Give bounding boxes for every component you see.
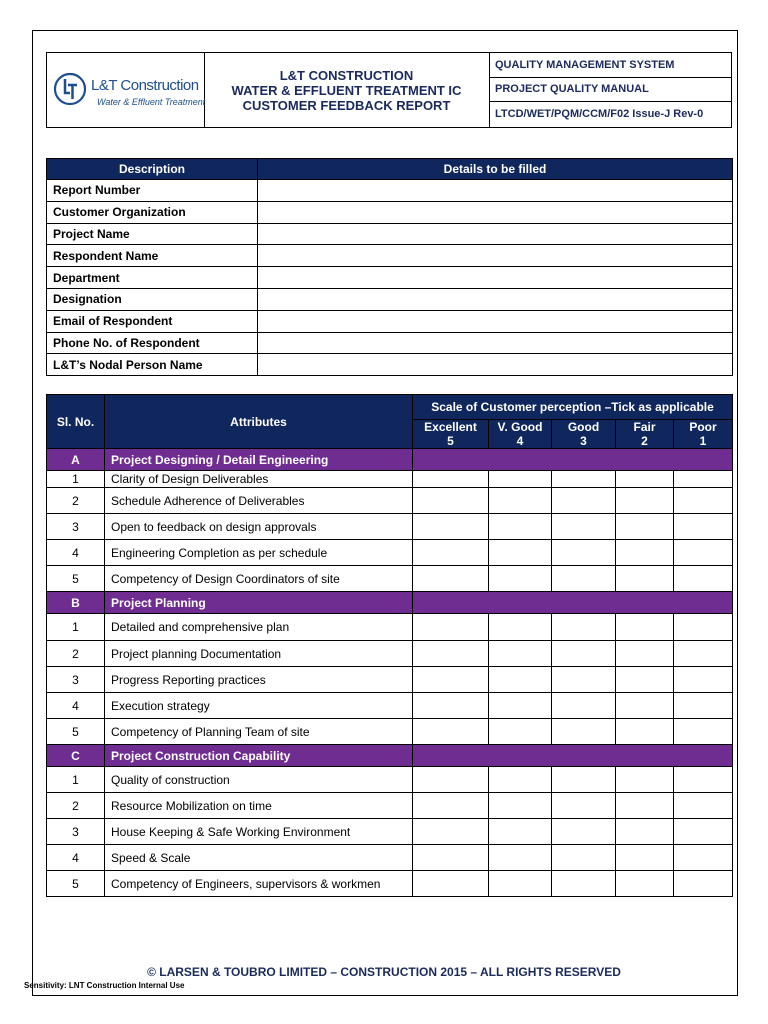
scale-value: 2 [641,434,648,448]
section-header-row [47,745,733,767]
attribute-number: 1 [47,767,105,793]
rating-tick-cell[interactable] [489,488,552,514]
details-value-field[interactable] [258,201,733,223]
title-line: L&T CONSTRUCTION [279,67,414,83]
attribute-row [47,514,733,540]
rating-tick-cell[interactable] [616,641,674,667]
attribute-row [47,845,733,871]
rating-tick-cell[interactable] [489,514,552,540]
rating-tick-cell[interactable] [616,614,674,641]
attribute-text: Engineering Completion as per schedule [105,540,413,566]
rating-tick-cell[interactable] [616,719,674,745]
details-value-field[interactable] [258,288,733,310]
details-value-field[interactable] [258,354,733,376]
details-value-field[interactable] [258,310,733,332]
attribute-text: Resource Mobilization on time [105,793,413,819]
rating-tick-cell[interactable] [616,793,674,819]
attribute-text: Detailed and comprehensive plan [105,614,413,641]
rating-tick-cell[interactable] [616,667,674,693]
scale-label: Excellent [424,420,477,434]
lt-logo-icon [53,71,87,107]
rating-tick-cell[interactable] [616,693,674,719]
rating-tick-cell[interactable] [413,693,489,719]
details-header-fill: Details to be filled [258,159,733,180]
rating-tick-cell[interactable] [413,719,489,745]
attribute-number: 2 [47,488,105,514]
rating-tick-cell[interactable] [552,514,616,540]
scale-label: Poor [689,420,717,434]
attribute-row [47,767,733,793]
document-meta [489,53,731,127]
rating-tick-cell[interactable] [674,471,733,488]
rating-tick-cell[interactable] [552,871,616,897]
attribute-row [47,793,733,819]
sensitivity-label: Sensitivity: LNT Construction Internal Use [24,981,185,990]
rating-tick-cell[interactable] [616,819,674,845]
details-header-description: Description [47,159,258,180]
details-label: L&T’s Nodal Person Name [47,354,258,376]
attribute-number: 5 [47,871,105,897]
meta-doc-code: LTCD/WET/PQM/CCM/F02 Issue-J Rev-0 [495,108,704,121]
logo-name: L&T Construction [91,77,199,94]
attribute-number: 3 [47,667,105,693]
section-title: Project Planning [105,592,413,614]
attribute-text: Quality of construction [105,767,413,793]
scale-label: Good [567,420,600,434]
rating-tick-cell[interactable] [489,540,552,566]
attribute-row [47,819,733,845]
rating-tick-cell[interactable] [674,767,733,793]
rating-tick-cell[interactable] [413,641,489,667]
rating-tick-cell[interactable] [489,793,552,819]
rating-tick-cell[interactable] [489,471,552,488]
details-label: Phone No. of Respondent [47,332,258,354]
section-title: Project Designing / Detail Engineering [105,449,413,471]
scale-option-header [616,420,674,449]
section-id: B [47,592,105,614]
rating-tick-cell[interactable] [674,514,733,540]
details-row [47,201,733,223]
rating-tick-cell[interactable] [413,540,489,566]
scale-value: 5 [447,434,454,448]
scale-option-header [552,420,616,449]
rating-tick-cell[interactable] [674,540,733,566]
attribute-number: 5 [47,719,105,745]
rating-tick-cell[interactable] [616,566,674,592]
scale-option-header [413,420,489,449]
attribute-row [47,614,733,641]
attribute-row [47,488,733,514]
rating-tick-cell[interactable] [674,693,733,719]
scale-value: 1 [699,434,707,448]
rating-tick-cell[interactable] [616,540,674,566]
details-row [47,310,733,332]
rating-tick-cell[interactable] [413,845,489,871]
rating-tick-cell[interactable] [489,871,552,897]
details-label: Designation [47,288,258,310]
details-label: Department [47,267,258,289]
rating-tick-cell[interactable] [413,871,489,897]
details-row [47,223,733,245]
attribute-text: Competency of Planning Team of site [105,719,413,745]
attribute-row [47,540,733,566]
rating-tick-cell[interactable] [674,719,733,745]
attribute-number: 2 [47,641,105,667]
attribute-text: Clarity of Design Deliverables [105,471,413,488]
details-table [46,158,733,376]
rating-tick-cell[interactable] [489,614,552,641]
attribute-number: 5 [47,566,105,592]
rating-tick-cell[interactable] [616,845,674,871]
rating-tick-cell[interactable] [413,819,489,845]
rating-tick-cell[interactable] [413,488,489,514]
attribute-row [47,566,733,592]
rating-tick-cell[interactable] [552,488,616,514]
details-row [47,267,733,289]
attribute-row [47,871,733,897]
attribute-row [47,693,733,719]
section-fill [413,449,733,471]
rating-tick-cell[interactable] [616,488,674,514]
rating-tick-cell[interactable] [552,719,616,745]
details-row [47,332,733,354]
attribute-number: 2 [47,793,105,819]
logo-subtitle: Water & Effluent Treatment [97,97,206,107]
logo [47,53,205,127]
rating-tick-cell[interactable] [413,614,489,641]
rating-tick-cell[interactable] [552,614,616,641]
attribute-text: Competency of Engineers, supervisors & workmen [105,871,413,897]
details-value-field[interactable] [258,332,733,354]
scale-label: V. Good [497,420,543,434]
details-label: Email of Respondent [47,310,258,332]
section-fill [413,745,733,767]
scale-value: 3 [580,434,587,448]
scale-value: 4 [516,434,524,448]
scale-option-header [489,420,552,449]
rating-tick-cell[interactable] [674,488,733,514]
rating-tick-cell[interactable] [552,793,616,819]
rating-tick-cell[interactable] [674,871,733,897]
copyright-footer: © LARSEN & TOUBRO LIMITED – CONSTRUCTION 2015 – ALL RIGHTS RESERVED [147,965,621,979]
rating-tick-cell[interactable] [489,566,552,592]
rating-tick-cell[interactable] [489,719,552,745]
attribute-row [47,667,733,693]
details-value-field[interactable] [258,267,733,289]
attribute-text: Competency of Design Coordinators of site [105,566,413,592]
rating-tick-cell[interactable] [413,514,489,540]
rating-tick-cell[interactable] [552,641,616,667]
rating-tick-cell[interactable] [552,819,616,845]
rating-tick-cell[interactable] [674,566,733,592]
details-label: Respondent Name [47,245,258,267]
section-header-row [47,592,733,614]
rating-tick-cell[interactable] [616,514,674,540]
report-title [204,53,490,127]
rating-tick-cell[interactable] [413,471,489,488]
rating-tick-cell[interactable] [674,819,733,845]
rating-tick-cell[interactable] [413,793,489,819]
attribute-number: 4 [47,845,105,871]
rating-tick-cell[interactable] [489,667,552,693]
attribute-number: 1 [47,614,105,641]
rating-tick-cell[interactable] [616,471,674,488]
details-value-field[interactable] [258,245,733,267]
rating-tick-cell[interactable] [489,693,552,719]
attribute-row [47,719,733,745]
section-id: C [47,745,105,767]
details-row [47,245,733,267]
attribute-text: Speed & Scale [105,845,413,871]
rating-tick-cell[interactable] [552,693,616,719]
title-line: WATER & EFFLUENT TREATMENT IC [231,82,462,98]
rating-tick-cell[interactable] [674,667,733,693]
details-row [47,354,733,376]
meta-qms: QUALITY MANAGEMENT SYSTEM [489,53,731,78]
attribute-number: 1 [47,471,105,488]
rating-tick-cell[interactable] [674,641,733,667]
attribute-number: 3 [47,819,105,845]
rating-tick-cell[interactable] [489,641,552,667]
rating-tick-cell[interactable] [552,566,616,592]
attribute-row [47,471,733,488]
scale-label: Fair [633,420,656,434]
attribute-row [47,641,733,667]
rating-tick-cell[interactable] [489,819,552,845]
details-value-field[interactable] [258,223,733,245]
rating-tick-cell[interactable] [616,871,674,897]
rating-tick-cell[interactable] [674,845,733,871]
attribute-number: 3 [47,514,105,540]
attribute-text: Schedule Adherence of Deliverables [105,488,413,514]
section-title: Project Construction Capability [105,745,413,767]
rating-tick-cell[interactable] [552,767,616,793]
title-line: CUSTOMER FEEDBACK REPORT [242,97,451,113]
rating-tick-cell[interactable] [552,845,616,871]
rating-tick-cell[interactable] [552,540,616,566]
details-row [47,180,733,202]
attribute-text: Progress Reporting practices [105,667,413,693]
attribute-number: 4 [47,693,105,719]
attribute-text: Open to feedback on design approvals [105,514,413,540]
rating-table [46,394,733,897]
details-row [47,288,733,310]
details-label: Project Name [47,223,258,245]
details-label: Report Number [47,180,258,202]
section-fill [413,592,733,614]
attribute-text: House Keeping & Safe Working Environment [105,819,413,845]
scale-title: Scale of Customer perception –Tick as applicable [413,395,733,420]
rating-tick-cell[interactable] [413,767,489,793]
attribute-text: Execution strategy [105,693,413,719]
attribute-text: Project planning Documentation [105,641,413,667]
attribute-number: 4 [47,540,105,566]
rating-tick-cell[interactable] [489,767,552,793]
rating-tick-cell[interactable] [552,667,616,693]
rating-tick-cell[interactable] [674,793,733,819]
meta-manual: PROJECT QUALITY MANUAL [489,78,731,103]
rating-tick-cell[interactable] [616,767,674,793]
rating-tick-cell[interactable] [674,614,733,641]
scale-option-header [674,420,733,449]
section-header-row [47,449,733,471]
document-header [46,52,732,128]
section-id: A [47,449,105,471]
details-label: Customer Organization [47,201,258,223]
details-value-field[interactable] [258,180,733,202]
rating-tick-cell[interactable] [552,471,616,488]
col-sl-no: Sl. No. [47,395,105,449]
col-attributes: Attributes [105,395,413,449]
rating-tick-cell[interactable] [413,667,489,693]
rating-tick-cell[interactable] [489,845,552,871]
rating-tick-cell[interactable] [413,566,489,592]
